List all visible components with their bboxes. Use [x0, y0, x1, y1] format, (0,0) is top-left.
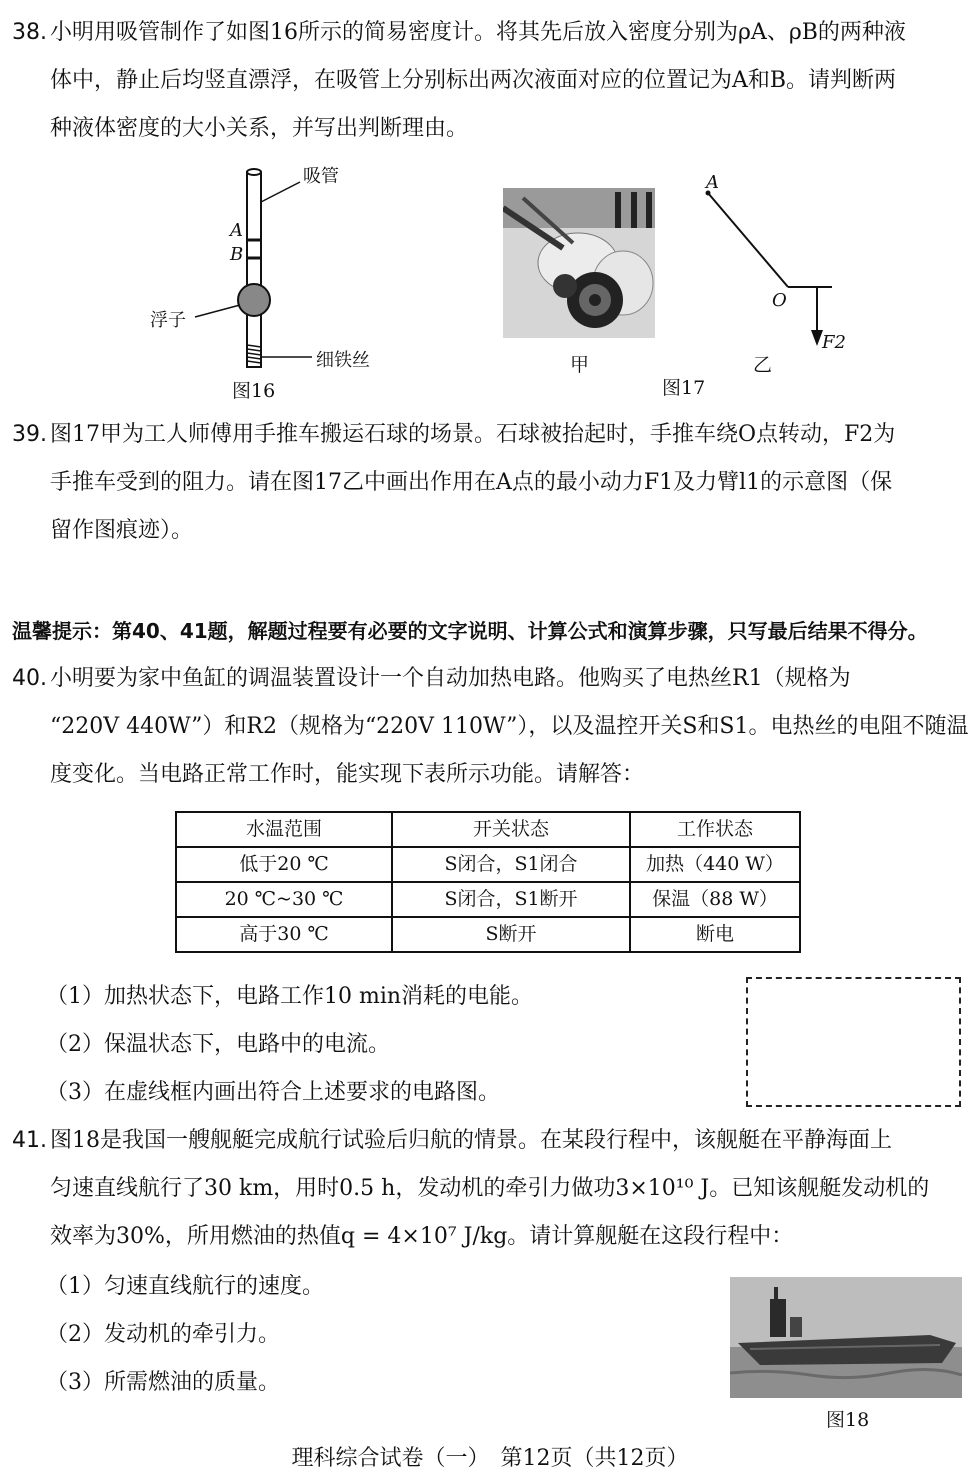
q40-number: 40.	[12, 666, 47, 691]
q39-line-1: 图17甲为工人师傅用手推车搬运石球的场景。石球被抬起时，手推车绕O点转动，F2为	[50, 422, 896, 447]
fig18-photo-ship	[730, 1277, 962, 1398]
table-cell: S断开	[392, 917, 630, 952]
table-cell: 高于30 ℃	[176, 917, 392, 952]
fig17-photo-cart	[503, 188, 655, 338]
point-o-label: O	[772, 290, 787, 311]
table-header: 开关状态	[392, 812, 630, 847]
q41-line-1: 图18是我国一艘舰艇完成航行试验后归航的情景。在某段行程中，该舰艇在平静海面上	[50, 1128, 892, 1153]
table-header: 水温范围	[176, 812, 392, 847]
fig16-caption: 图16	[232, 380, 276, 402]
q40-line-2: “220V 440W”）和R2（规格为“220V 110W”），以及温控开关S和S1。电热丝的电阻不随温	[50, 714, 969, 739]
label-wire: 细铁丝	[316, 350, 370, 371]
function-table	[175, 811, 801, 953]
table-cell: S闭合，S1断开	[392, 882, 630, 917]
circuit-drawing-box[interactable]	[746, 977, 961, 1107]
table-row	[176, 917, 800, 952]
table-cell: S闭合，S1闭合	[392, 847, 630, 882]
fig18-caption: 图18	[826, 1409, 870, 1431]
table-cell: 加热（440 W）	[630, 847, 800, 882]
table-header-row	[176, 812, 800, 847]
q38-line-3: 种液体密度的大小关系，并写出判断理由。	[50, 116, 469, 141]
q38-line-2: 体中，静止后均竖直漂浮，在吸管上分别标出两次液面对应的位置记为A和B。请判断两	[50, 68, 897, 93]
fig17-label-yi: 乙	[753, 354, 773, 376]
q40-sub-1: （1）加热状态下，电路工作10 min消耗的电能。	[46, 984, 534, 1009]
q38-number: 38.	[12, 20, 47, 45]
q39-line-2: 手推车受到的阻力。请在图17乙中画出作用在A点的最小动力F1及力臂l1的示意图（保	[50, 470, 893, 495]
q40-line-1: 小明要为家中鱼缸的调温装置设计一个自动加热电路。他购买了电热丝R1（规格为	[50, 666, 851, 691]
table-cell: 20 ℃~30 ℃	[176, 882, 392, 917]
table-cell: 低于20 ℃	[176, 847, 392, 882]
q39-line-3: 留作图痕迹）。	[50, 518, 194, 543]
table-row	[176, 882, 800, 917]
q39-number: 39.	[12, 422, 47, 447]
q40-sub-3: （3）在虚线框内画出符合上述要求的电路图。	[46, 1080, 500, 1105]
fig17-lever-diagram	[690, 170, 860, 375]
q41-sub-3: （3）所需燃油的质量。	[46, 1370, 280, 1395]
q41-sub-1: （1）匀速直线航行的速度。	[46, 1274, 324, 1299]
table-row	[176, 847, 800, 882]
q40-line-3: 度变化。当电路正常工作时，能实现下表所示功能。请解答：	[50, 762, 645, 787]
label-straw: 吸管	[303, 166, 339, 187]
answer-tip: 温馨提示：第40、41题，解题过程要有必要的文字说明、计算公式和演算步骤，只写最后结果不得分。	[12, 619, 928, 643]
point-a-label: A	[706, 172, 719, 193]
figure-16	[140, 160, 400, 405]
fig17-caption: 图17	[662, 377, 706, 399]
q38-line-1: 小明用吸管制作了如图16所示的简易密度计。将其先后放入密度分别为ρA、ρB的两种液	[50, 20, 906, 45]
table-cell: 保温（88 W）	[630, 882, 800, 917]
label-a: A	[230, 220, 243, 241]
q41-line-3: 效率为30%，所用燃油的热值q = 4×10⁷ J/kg。请计算舰艇在这段行程中：	[50, 1224, 794, 1249]
force-f2-label: F2	[822, 332, 846, 353]
q40-sub-2: （2）保温状态下，电路中的电流。	[46, 1032, 390, 1057]
page-footer: 理科综合试卷（一） 第12页（共12页）	[291, 1446, 689, 1471]
q41-number: 41.	[12, 1128, 47, 1153]
q41-sub-2: （2）发动机的牵引力。	[46, 1322, 280, 1347]
label-b: B	[230, 244, 244, 265]
table-cell: 断电	[630, 917, 800, 952]
table-header: 工作状态	[630, 812, 800, 847]
fig17-label-jia: 甲	[570, 354, 590, 376]
q41-line-2: 匀速直线航行了30 km，用时0.5 h，发动机的牵引力做功3×10¹⁰ J。已知该舰艇发动机的	[50, 1176, 930, 1201]
label-float: 浮子	[150, 310, 186, 331]
